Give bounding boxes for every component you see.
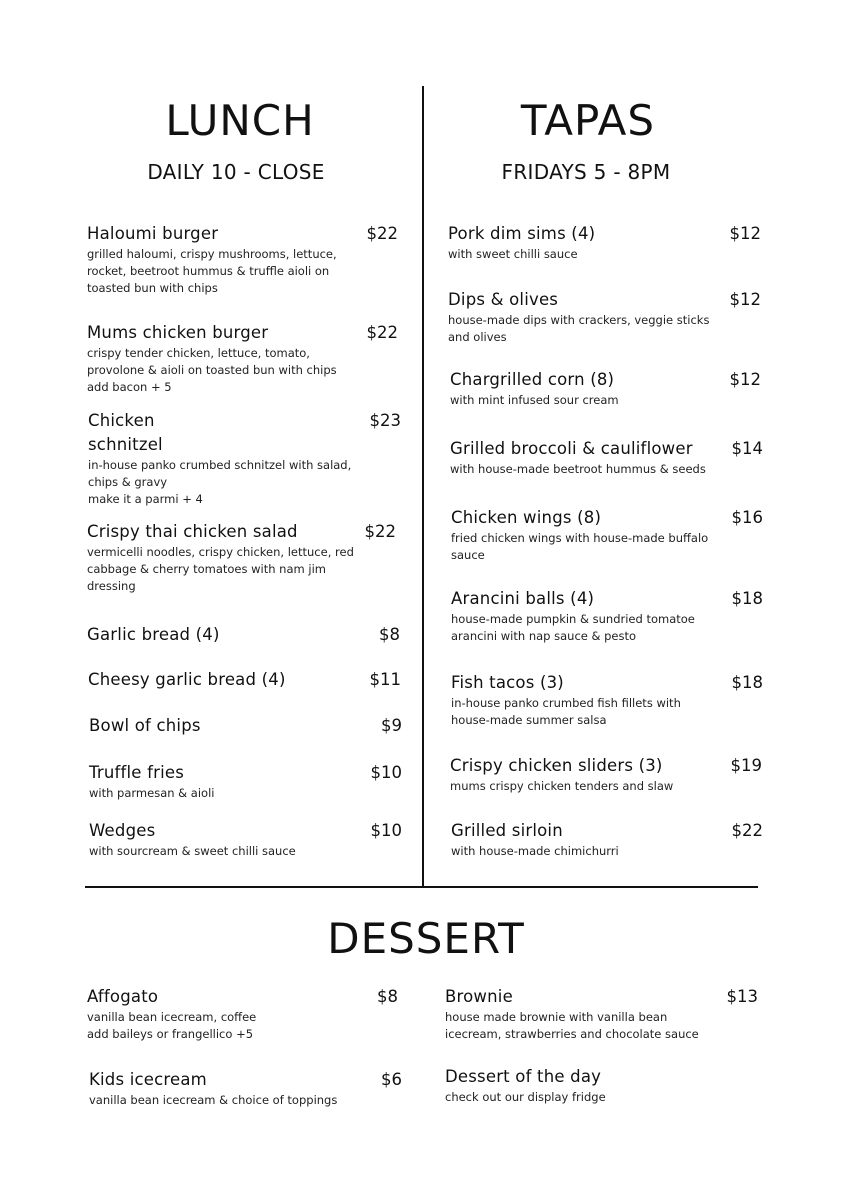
item-description: in-house panko crumbed fish fillets with [451,696,681,710]
item-name: Wedges [89,821,156,840]
item-price: $11 [369,670,401,689]
menu-item [89,1068,404,1109]
menu-item [445,985,760,1043]
item-description: sauce [451,548,485,562]
menu-item [87,222,402,297]
item-name: Grilled broccoli & cauliflower [450,439,693,458]
item-price: $22 [731,821,763,840]
lunch-heading: LUNCH [165,96,315,145]
item-description: fried chicken wings with house-made buffalo [451,531,709,545]
item-name: Chicken wings (8) [451,508,602,527]
item-description: and olives [448,330,507,344]
item-description: vermicelli noodles, crispy chicken, lettuce, red [87,545,354,559]
menu-item [88,409,403,508]
item-description: house-made dips with crackers, veggie sticks [448,313,710,327]
item-name: Pork dim sims (4) [448,224,596,243]
dessert-heading: DESSERT [327,914,525,963]
item-name: Dips & olives [448,290,559,309]
tapas-heading: TAPAS [520,96,656,145]
item-description: house made brownie with vanilla bean [445,1010,668,1024]
item-price: $8 [379,625,400,644]
item-description: dressing [87,579,136,593]
item-description: mums crispy chicken tenders and slaw [450,779,674,793]
item-price: $22 [366,323,398,342]
menu-item [448,288,763,346]
item-description: check out our display fridge [445,1090,606,1104]
item-description: crispy tender chicken, lettuce, tomato, [87,346,310,360]
item-description: add bacon + 5 [87,380,172,394]
item-name: Chargrilled corn (8) [450,370,615,389]
menu-item [89,761,404,802]
item-name: Crispy chicken sliders (3) [450,756,663,775]
item-name: Arancini balls (4) [451,589,595,608]
item-description: house-made summer salsa [451,713,607,727]
item-price: $6 [381,1070,402,1089]
menu-item [88,668,403,692]
item-name: Cheesy garlic bread (4) [88,670,286,689]
item-price: $23 [369,411,401,430]
item-description: vanilla bean icecream & choice of toppings [89,1093,338,1107]
item-description: arancini with nap sauce & pesto [451,629,637,643]
item-description: icecream, strawberries and chocolate sauce [445,1027,699,1041]
menu-item [445,1065,760,1106]
item-description: house-made pumpkin & sundried tomatoe [451,612,695,626]
item-price: $22 [366,224,398,243]
menu-item [87,985,402,1043]
menu-item [451,819,766,860]
item-name: Haloumi burger [87,224,219,243]
item-name: Grilled sirloin [451,821,563,840]
item-price: $22 [364,522,396,541]
item-name: Truffle fries [89,763,185,782]
item-price: $8 [377,987,398,1006]
item-name: Crispy thai chicken salad [87,522,298,541]
item-description: add baileys or frangellico +5 [87,1027,254,1041]
item-name: Affogato [87,987,159,1006]
menu-item [451,671,766,729]
menu-item [451,506,766,564]
item-description: in-house panko crumbed schnitzel with salad, [88,458,352,472]
item-price: $14 [731,439,763,458]
item-description: cabbage & cherry tomatoes with nam jim [87,562,326,576]
item-description: with house-made beetroot hummus & seeds [450,462,706,476]
menu-item [450,437,765,478]
menu-item [89,714,404,738]
item-description: with sourcream & sweet chilli sauce [89,844,296,858]
item-description: rocket, beetroot hummus & truffle aioli on [87,264,330,278]
item-name: Garlic bread (4) [87,625,220,644]
item-name: Fish tacos (3) [451,673,564,692]
item-price: $18 [731,589,763,608]
item-price: $18 [731,673,763,692]
item-price: $19 [730,756,762,775]
item-name: Kids icecream [89,1070,207,1089]
item-price: $16 [731,508,763,527]
item-description: toasted bun with chips [87,281,218,295]
menu-item [450,368,765,409]
item-description: with parmesan & aioli [89,786,215,800]
item-description: provolone & aioli on toasted bun with chips [87,363,337,377]
lunch-hours: DAILY 10 - CLOSE [147,160,325,184]
item-description: grilled haloumi, crispy mushrooms, lettuce, [87,247,337,261]
item-price: $10 [370,821,402,840]
item-price: $9 [381,716,402,735]
menu-item [87,623,402,647]
menu-item [448,222,763,263]
item-description: chips & gravy [88,475,168,489]
menu-item [450,754,765,795]
menu-item [87,520,402,595]
item-description: vanilla bean icecream, coffee [87,1010,257,1024]
item-name: Chicken [88,411,155,430]
column-divider [422,86,424,886]
item-description: with sweet chilli sauce [448,247,578,261]
menu-item [451,587,766,645]
tapas-hours: FRIDAYS 5 - 8PM [501,160,671,184]
item-name: Dessert of the day [445,1067,602,1086]
item-description: with mint infused sour cream [450,393,619,407]
item-description: make it a parmi + 4 [88,492,203,506]
item-price: $12 [729,370,761,389]
item-price: $13 [726,987,758,1006]
item-price: $10 [370,763,402,782]
item-name: schnitzel [88,435,163,454]
item-price: $12 [729,224,761,243]
item-name: Bowl of chips [89,716,201,735]
menu-item [89,819,404,860]
item-name: Mums chicken burger [87,323,269,342]
menu-item [87,321,402,396]
item-description: with house-made chimichurri [451,844,619,858]
item-name: Brownie [445,987,513,1006]
section-divider [85,886,758,888]
item-price: $12 [729,290,761,309]
